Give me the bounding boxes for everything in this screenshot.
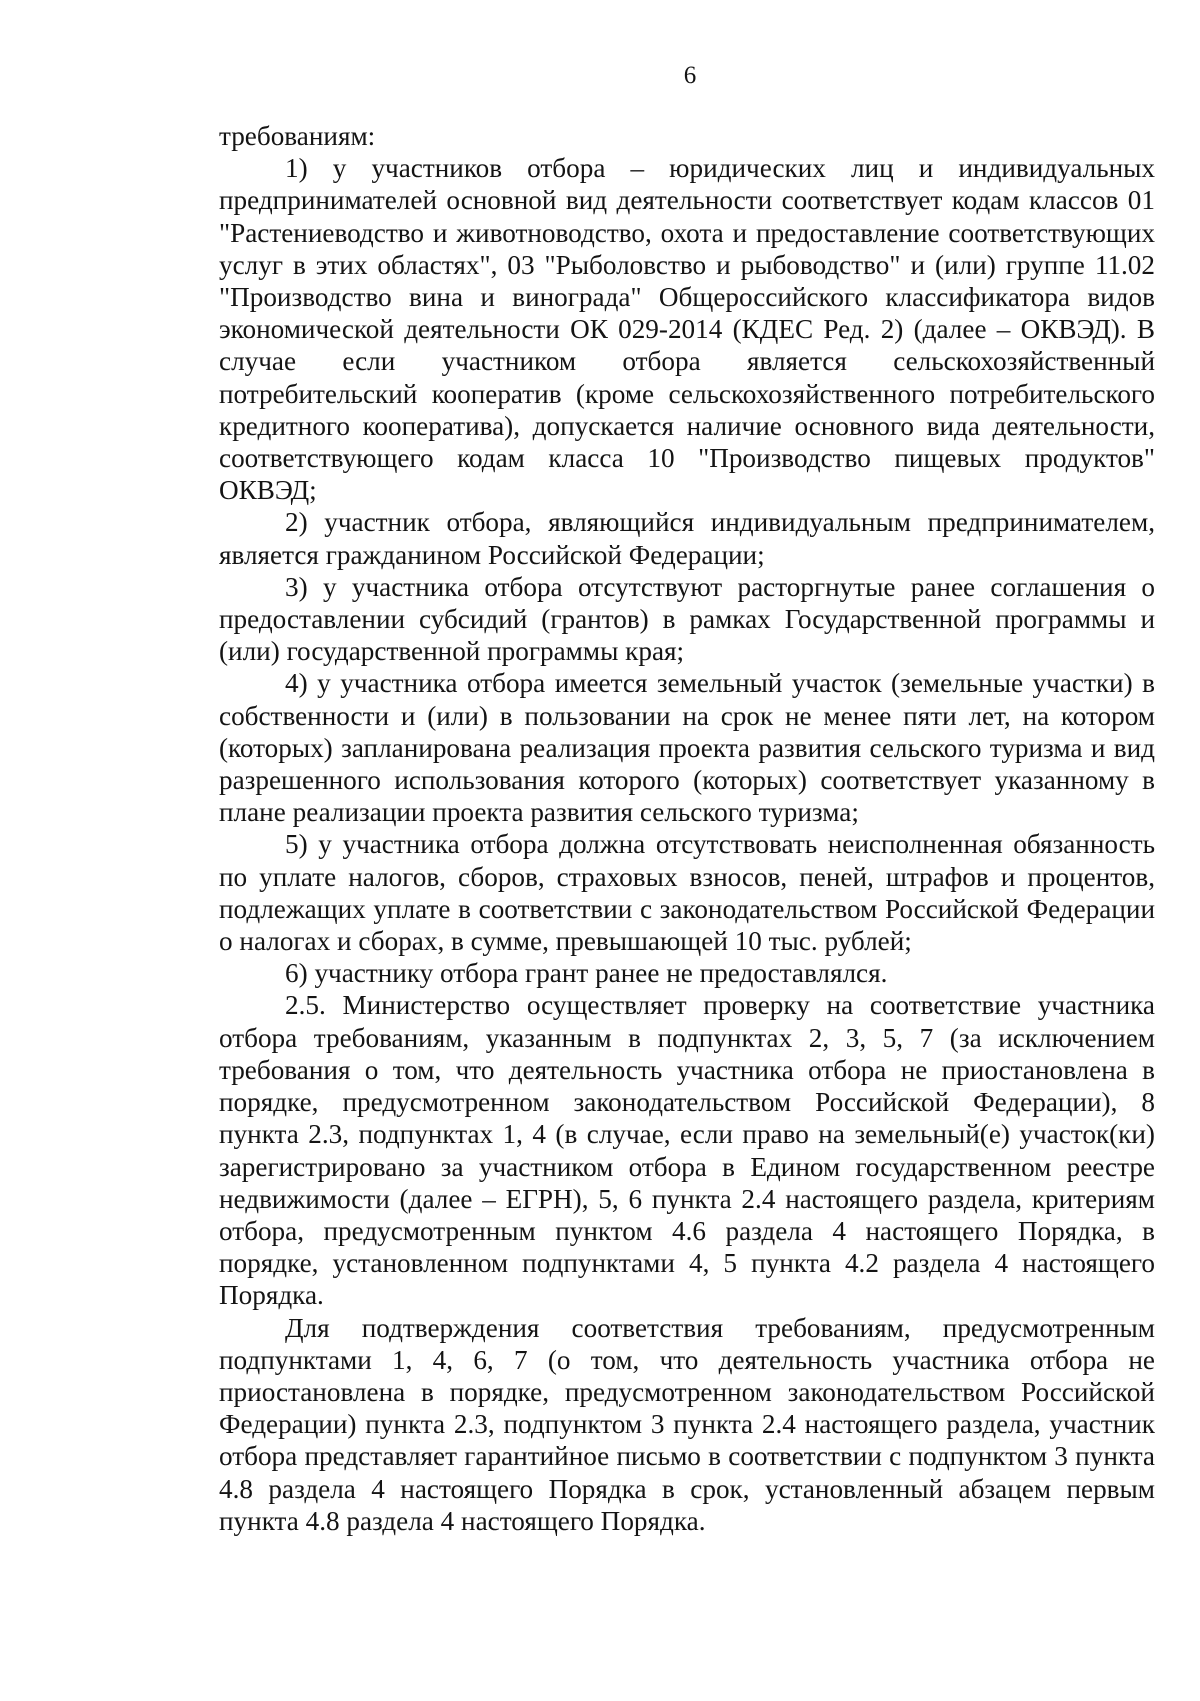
paragraph-requirement-3: 3) у участника отбора отсутствуют расторгнутые ранее соглашения о предоставлении субсидий (грантов) в рамках Государственной программы и (или) государственной программы края; (219, 571, 1155, 667)
paragraph-requirement-4: 4) у участника отбора имеется земельный участок (земельные участки) в собственности и (или) в пользовании на срок не менее пяти лет, на котором (которых) запланирована реализация проекта развития сельского туризма и вид разрешенного использования которого (которых) соответствует указанному в плане реализации проекта развития сельского туризма; (219, 668, 1155, 828)
paragraph-intro: требованиям: (219, 121, 376, 151)
paragraph-requirement-1: 1) у участников отбора – юридических лиц и индивидуальных предпринимателей основной вид деятельности соответствует кодам классов 01 "Растениеводство и животноводство, охота и предоставление соответствующих услуг в этих областях", 03 "Рыболовство и рыбоводство" и (или) группе 11.02 "Производство вина и винограда" Общероссийского классификатора видов экономической деятельности ОК 029-2014 (КДЕС Ред. 2) (далее – ОКВЭД). В случае если участником отбора является сельскохозяйственный потребительский кооператив (кроме сельскохозяйственного потребительского кредитного кооператива), допускается наличие основного вида деятельности, соответствующего кодам класса 10 "Производство пищевых продуктов" ОКВЭД; (219, 153, 1155, 506)
paragraph-requirement-6: 6) участнику отбора грант ранее не предоставлялся. (285, 958, 888, 989)
paragraph-requirement-5: 5) у участника отбора должна отсутствовать неисполненная обязанность по уплате налогов, сборов, страховых взносов, пеней, штрафов и процентов, подлежащих уплате в соответствии с законодательством Российской Федерации о налогах и сборах, в сумме, превышающей 10 тыс. рублей; (219, 829, 1155, 957)
paragraph-confirmation: Для подтверждения соответствия требованиям, предусмотренным подпунктами 1, 4, 6, 7 (о том, что деятельность участника отбора не приостановлена в порядке, предусмотренном законодательством Российской Федерации) пункта 2.3, подпунктом 3 пункта 2.4 настоящего раздела, участник отбора представляет гарантийное письмо в соответствии с подпунктом 3 пункта 4.8 раздела 4 настоящего Порядка в срок, установленный абзацем первым пункта 4.8 раздела 4 настоящего Порядка. (219, 1312, 1155, 1536)
paragraph-requirement-2: 2) участник отбора, являющийся индивидуальным предпринимателем, является гражданином Российской Федерации; (219, 507, 1155, 570)
document-body (219, 120, 1155, 1537)
paragraph-section-2-5: 2.5. Министерство осуществляет проверку на соответствие участника отбора требованиям, указанным в подпунктах 2, 3, 5, 7 (за исключением требования о том, что деятельность участника отбора не приостановлена в порядке, предусмотренном законодательством Российской Федерации), 8 пункта 2.3, подпунктах 1, 4 (в случае, если право на земельный(е) участок(ки) зарегистрировано за участником отбора в Едином государственном реестре недвижимости (далее – ЕГРН), 5, 6 пункта 2.4 настоящего раздела, критериям отбора, предусмотренным пунктом 4.6 раздела 4 настоящего Порядка, в порядке, установленном подпунктами 4, 5 пункта 4.2 раздела 4 настоящего Порядка. (219, 990, 1155, 1311)
page-number: 6 (683, 62, 697, 89)
